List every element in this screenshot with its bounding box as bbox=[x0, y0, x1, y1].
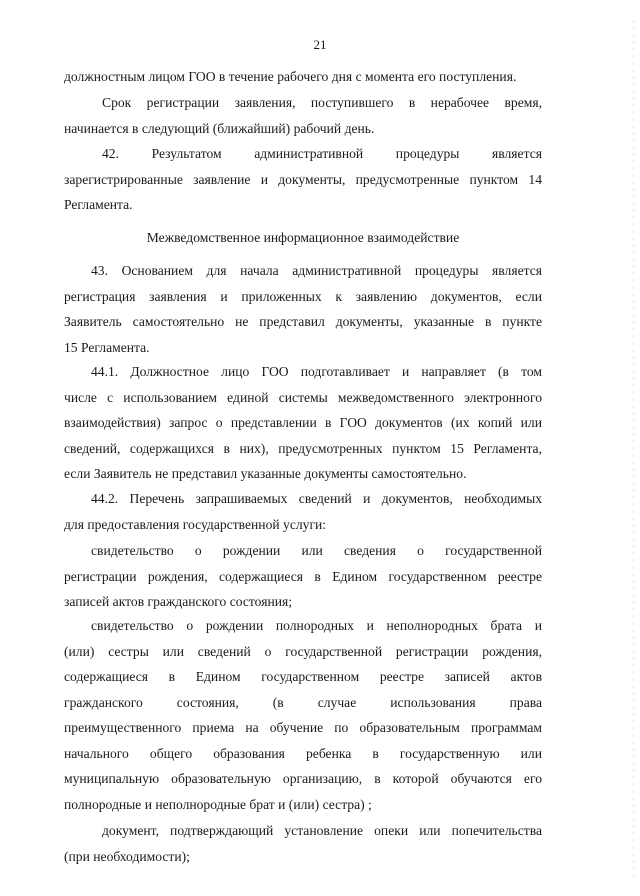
text-line: регистрации рождения, содержащиеся в Едином государственном реестре bbox=[64, 568, 542, 584]
text-line: 15 Регламента. bbox=[64, 339, 150, 355]
text-line: взаимодействия) запрос о представлении в ГОО документов (их копий или bbox=[64, 415, 542, 430]
paragraph-43 bbox=[64, 258, 542, 360]
text-line: записей актов гражданского состояния; bbox=[64, 594, 293, 609]
text-line: 42. Результатом административной процедуры является bbox=[102, 146, 542, 161]
text-line: если Заявитель не представил указанные документы самостоятельно. bbox=[64, 466, 467, 481]
paragraph-44-2 bbox=[64, 486, 542, 537]
text-line: числе с использованием единой системы межведомственного электронного bbox=[64, 389, 542, 405]
text-line: 44.1. Должностное лицо ГОО подготавливает и направляет (в том bbox=[91, 364, 542, 379]
text-line: Регламента. bbox=[64, 197, 133, 212]
list-item-guardianship-document bbox=[64, 818, 542, 869]
text-line: документ, подтверждающий установление опеки или попечительства bbox=[102, 823, 542, 838]
text-line: начального общего образования ребенка в государственную или bbox=[64, 745, 542, 761]
list-item-siblings-certificate bbox=[64, 613, 542, 817]
text-line: зарегистрированные заявление и документы, предусмотренные пунктом 14 bbox=[64, 171, 542, 187]
text-line: свидетельство о рождении или сведения о государственной bbox=[91, 543, 542, 558]
text-line: содержащиеся в Едином государственном реестре записей актов bbox=[64, 669, 542, 684]
text-line: гражданского состояния, (в случае использования права bbox=[64, 694, 542, 710]
text-line: (или) сестры или сведений о государственной регистрации рождения, bbox=[64, 643, 542, 659]
paragraph-42 bbox=[64, 141, 542, 218]
paragraph-registration-term bbox=[64, 90, 542, 141]
text-line: 44.2. Перечень запрашиваемых сведений и документов, необходимых bbox=[91, 491, 542, 506]
page-number: 21 bbox=[313, 37, 327, 52]
text-line: (при необходимости); bbox=[64, 848, 190, 864]
paragraph-continuation bbox=[64, 64, 542, 90]
text-line: для предоставления государственной услуги: bbox=[64, 516, 327, 532]
text-line: Срок регистрации заявления, поступившего в нерабочее время, bbox=[102, 95, 542, 110]
text-line: Заявитель самостоятельно не представил документы, указанные в пункте bbox=[64, 314, 542, 329]
paragraph-44-1 bbox=[64, 359, 542, 487]
text-line: регистрация заявления и приложенных к заявлению документов, если bbox=[64, 288, 542, 304]
text-line: полнородные и неполнородные брат и (или) сестра) ; bbox=[64, 796, 372, 812]
list-item-birth-certificate bbox=[64, 538, 542, 615]
text-line: 43. Основанием для начала административной процедуры является bbox=[91, 263, 542, 278]
text-line: преимущественного приема на обучение по образовательным программам bbox=[64, 720, 542, 735]
scan-edge-artifact bbox=[633, 20, 634, 880]
text-line: сведений, содержащихся в них), предусмотренных пунктом 15 Регламента, bbox=[64, 440, 542, 456]
text-line: муниципальную образовательную организацию, в которой обучаются его bbox=[64, 771, 542, 786]
text-line: должностным лицом ГОО в течение рабочего дня с момента его поступления. bbox=[64, 69, 517, 84]
section-heading: Межведомственное информационное взаимодействие bbox=[146, 230, 460, 245]
text-line: свидетельство о рождении полнородных и неполнородных брата и bbox=[91, 618, 542, 633]
text-line: начинается в следующий (ближайший) рабочий день. bbox=[64, 120, 375, 136]
